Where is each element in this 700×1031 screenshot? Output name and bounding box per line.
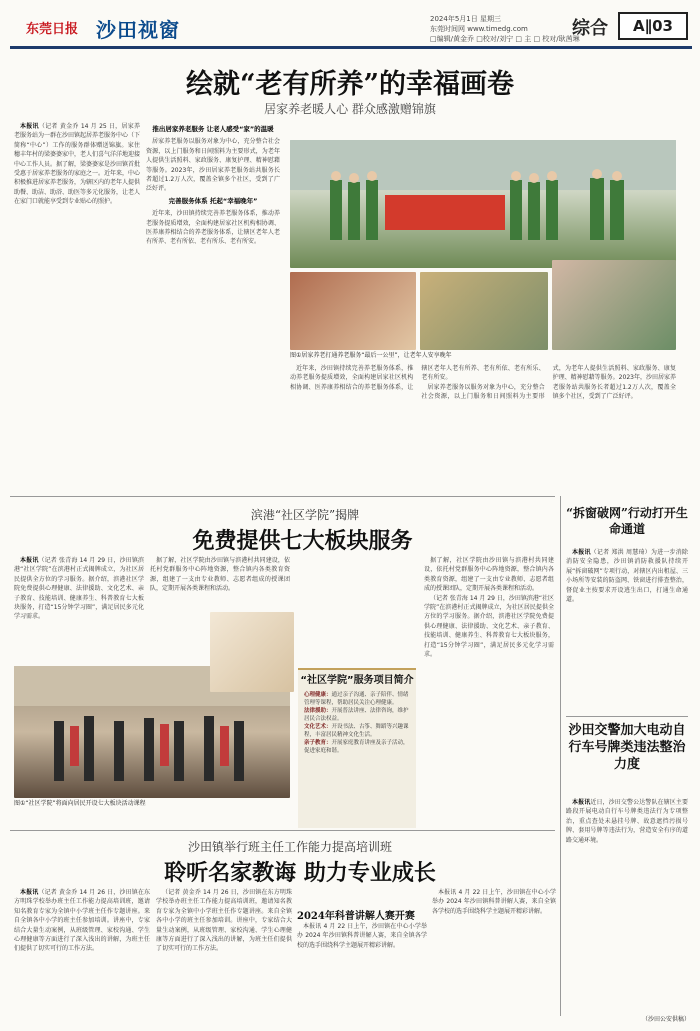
story1-continued-text: 近年来，沙田镇持续完善养老服务体系，推动养老服务提质增效，全面构建居家社区机构相协调、医养康养相结合的养老服务体系，让辖区老年人老有所养、老有所依、老有所乐、老有所安。 bbox=[290, 365, 545, 391]
story1-section-1-title: 推出居家养老服务 让老人感受“家”的温暖 bbox=[152, 125, 274, 133]
service-item-text: 开展普法讲座、法律咨询，维护居民合法权益。 bbox=[304, 708, 409, 722]
story3-body-cont: （记者 黄金乔 14 月 26 日，沙田镇在东方明珠学校举办班主任工作能力提高培训班，邀请知名教育专家为全镇中小学班主任作专题讲座。来自全镇各中小学的班主任参加培训。讲座中，专家结合大量生动案例，从班级管理、家校沟通、学生心理健康等方面进行了深入浅出的讲解，为班主任们提供了切实可行的工作方法。 bbox=[156, 889, 292, 953]
service-item-tag: 心理健康： bbox=[304, 692, 332, 698]
masthead-rule bbox=[10, 46, 692, 49]
story2-headline: 免费提供七大板块服务 bbox=[192, 528, 413, 554]
story1-byline: 本报讯 bbox=[20, 123, 39, 130]
right-column-divider bbox=[560, 496, 561, 1016]
story3-column-2 bbox=[156, 888, 292, 1018]
story1-body: （记者 黄金乔 14 月 25 日，居家养老服务站为一群在沙田镇起居养老服务中心（下简称“中心”）工作的服务群体赠送锦旗。家住穗丰年村的梁婆婆家中，老人们喜气洋洋地迎接中心工作人员。据了解，梁婆婆家是沙田镇首批受惠于居家养老服务的家庭之一。近年来，中心积极推进居家养老服务，为辖区内的老年人提供助餐、助洁、助浴、助医等多元化服务，让老人在家门口就能享受到专业贴心的照护。 bbox=[14, 123, 140, 206]
sidebar-divider bbox=[566, 716, 688, 717]
story2-byline: 本报讯 bbox=[20, 557, 39, 564]
group-photo-illustration bbox=[290, 140, 676, 268]
department-label: 综合 bbox=[572, 18, 608, 39]
story2-column-4 bbox=[424, 556, 554, 828]
story1-photo-main bbox=[290, 140, 676, 268]
story2-body-repeat: （记者 张青海 14 月 29 日，沙田镇滨港“社区学院”在滨港村正式揭牌成立，为社区居民提供全方位的学习服务。据介绍，滨港社区学院免费提供心理健康、法律援助、文化艺术、亲子教育、技能培训、健康养生、科普教育七大板块服务，打造“15分钟学习圈”，满足居民多元化学习需求。 bbox=[424, 594, 554, 659]
side1-text: （记者 郑洪 周慧琦）为进一步消除消防安全隐患，沙田镇消防救援队持续开展“拆窗破网”专项行动，对辖区内出租屋、三小场所等安装的防盗网、铁窗进行排查整治，督促业主按要求开设逃生出口，打通生命通道。 bbox=[566, 549, 688, 604]
story3-body: （记者 黄金乔 14 月 26 日，沙田镇在东方明珠学校举办班主任工作能力提高培训班，邀请知名教育专家为全镇中小学班主任作专题讲座。来自全镇各中小学的班主任参加培训。讲座中，专家结合大量生动案例，从班级管理、家校沟通、学生心理健康等方面进行了深入浅出的讲解，为班主任们提供了切实可行的工作方法。 bbox=[14, 889, 150, 953]
story1-continued-text-2: 居家养老服务以服务对象为中心，充分整合社会资源，以上门服务和日间照料为主要形式，为老年人提供生活照料、家政服务、康复护理、精神慰藉等服务。2023年，沙田居家养老服务站共服务长者超过1.2万人次，覆盖全镇多个社区，受到了广泛好评。 bbox=[421, 365, 676, 401]
story1-section-2-text: 近年来，沙田镇持续完善养老服务体系，推动养老服务提质增效，全面构建居家社区机构相协调、医养康养相结合的养老服务体系，让辖区老年人老有所养、老有所依、老有所乐、老有所安。 bbox=[146, 210, 280, 246]
service-item-tag: 法律援助： bbox=[304, 708, 332, 714]
story1-column-2 bbox=[146, 122, 280, 492]
edition-website: 东莞时间网 www.timedg.com bbox=[430, 25, 528, 33]
page-number: A∥03 bbox=[618, 12, 688, 40]
edition-editors: □编辑/黄金乔 □校对/刘宁 □ 主 □ 校对/耿茜琳 bbox=[430, 35, 580, 43]
story3-inner-headline: 2024年科普讲解人赛开赛 bbox=[297, 911, 415, 922]
service-box-title: “社区学院”服务项目简介 bbox=[300, 675, 414, 686]
story2-right-text-2: 据了解，社区学院由沙田镇与滨港村共同建设，依托村党群服务中心阵地资源，整合镇内各类教育资源，组建了一支由专业教师、志愿者组成的授课团队，定期开展各类课程和活动。 bbox=[424, 557, 554, 593]
story3-column-4 bbox=[432, 888, 556, 1018]
story3-inner-text-cont: 本报讯 4 月 22 日上午，沙田镇在中心小学举办 2024 年沙田镇科普讲解人赛，来自全镇各学校的选手围绕科学主题展开精彩讲解。 bbox=[432, 889, 556, 915]
masthead bbox=[10, 4, 692, 44]
side1-body bbox=[566, 548, 688, 708]
service-item-text: 开展家庭教育讲座及亲子活动，促进家庭和谐。 bbox=[304, 740, 409, 754]
story1-headline: 绘就“老有所养”的幸福画卷 bbox=[185, 69, 515, 100]
side2-body bbox=[566, 798, 688, 1008]
story3-headline: 聆听名家教诲 助力专业成长 bbox=[164, 860, 436, 886]
newspaper-logo: 东莞日报 bbox=[26, 22, 79, 37]
section-title: 沙田视窗 bbox=[96, 18, 180, 42]
story3-subhead: 沙田镇举行班主任工作能力提高培训班 bbox=[187, 840, 392, 854]
section-divider-2 bbox=[10, 830, 555, 831]
side1-headline: “拆窗破网”行动打开生命通道 bbox=[566, 506, 688, 536]
story1-photo-caption: 图①居家养老打通养老服务“最后一公里”，让老年人安享晚年 bbox=[290, 352, 452, 359]
story1-continued bbox=[290, 364, 676, 490]
side2-byline: 本报讯 bbox=[572, 799, 591, 806]
edition-date: 2024年5月1日 星期三 bbox=[430, 15, 501, 23]
edition-meta bbox=[430, 14, 580, 44]
service-item-text: 开设书法、古筝、舞蹈等兴趣课程，丰富居民精神文化生活。 bbox=[304, 724, 409, 738]
section-divider-1 bbox=[10, 496, 555, 497]
service-item-text: 通过亲子沟通、亲子陪伴、情绪管理等课程，帮助居民关注心理健康。 bbox=[304, 692, 409, 706]
story2-right-text: 据了解，社区学院由沙田镇与滨港村共同建设，依托村党群服务中心阵地资源，整合镇内各类教育资源，组建了一支由专业教师、志愿者组成的授课团队，定期开展各类课程和活动。 bbox=[150, 557, 290, 593]
story1-section-1-text: 居家养老服务以服务对象为中心，充分整合社会资源，以上门服务和日间照料为主要形式，为老年人提供生活照料、家政服务、康复护理、精神慰藉等服务。2023年，沙田居家养老服务站共服务长者超过1.2万人次，覆盖全镇多个社区，受到了广泛好评。 bbox=[146, 138, 280, 193]
story1-column-1 bbox=[14, 122, 140, 492]
service-box-body bbox=[298, 687, 416, 813]
story1-section-2-title: 完善服务体系 托起“幸福晚年” bbox=[168, 196, 258, 205]
story2-body: （记者 张青海 14 月 29 日，沙田镇滨港“社区学院”在滨港村正式揭牌成立，为社区居民提供全方位的学习服务。据介绍，滨港社区学院免费提供心理健康、法律援助、文化艺术、亲子教育、技能培训、健康养生、科普教育七大板块服务，打造“15分钟学习圈”，满足居民多元化学习需求。 bbox=[14, 557, 144, 621]
story3-column-1 bbox=[14, 888, 150, 1018]
story3-column-3 bbox=[297, 922, 427, 1018]
side2-headline: 沙田交警加大电动自行车号牌类违法整治力度 bbox=[568, 723, 686, 772]
story3-inner-text: 本报讯 4 月 22 日上午，沙田镇在中心小学举办 2024 年沙田镇科普讲解人赛，来自全镇各学校的选手围绕科学主题展开精彩讲解。 bbox=[297, 923, 427, 949]
story1-subhead: 居家养老暖人心 群众感激赠锦旗 bbox=[264, 102, 436, 116]
story1-photo-visit bbox=[420, 272, 548, 350]
service-item-tag: 文化艺术： bbox=[304, 724, 332, 730]
service-item-tag: 亲子教育： bbox=[304, 740, 332, 746]
service-info-box bbox=[298, 668, 416, 828]
story2-subhead: 滨港“社区学院”揭牌 bbox=[250, 508, 360, 522]
story1-photo-dining bbox=[290, 272, 416, 350]
story2-photo-caption: 图①“社区学院”将面向居民开设七大板块活动课程 bbox=[14, 800, 146, 807]
story1-photo-care bbox=[552, 260, 676, 350]
story2-photo-guzheng bbox=[210, 612, 294, 692]
side2-credit: （沙田公安供稿） bbox=[641, 1016, 690, 1023]
side1-byline: 本报讯 bbox=[572, 549, 591, 556]
story3-byline: 本报讯 bbox=[20, 889, 39, 896]
side2-text: 近日，沙田交警公达警队在辖区主要路段开展电动自行车号牌类违法行为专项整治，重点查处未悬挂号牌、故意遮挡污损号牌、套用号牌等违法行为，营造安全有序的道路交通环境。 bbox=[566, 799, 688, 844]
